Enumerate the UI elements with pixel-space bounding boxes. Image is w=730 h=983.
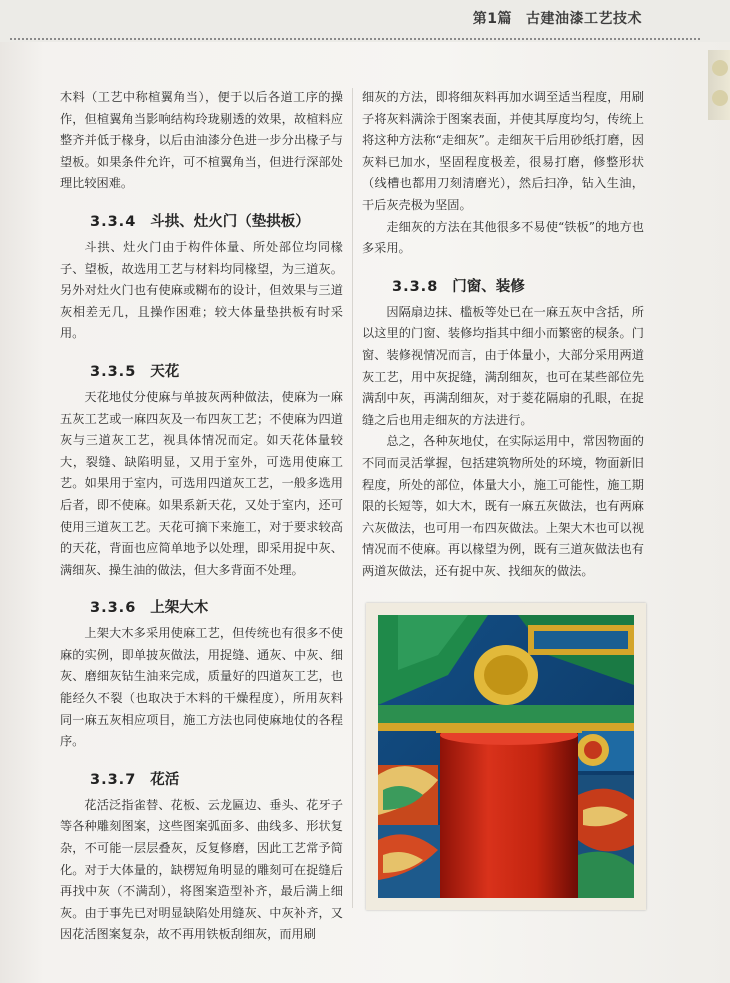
- book-title: 古建油漆工艺技术: [526, 11, 642, 27]
- section-number: 3.3.4: [90, 213, 137, 230]
- left-column: [60, 87, 343, 946]
- photo-illustration: [378, 615, 634, 898]
- section-number: 3.3.8: [392, 278, 439, 295]
- painted-column-bracket-photo: [378, 615, 634, 898]
- body-paragraph: 总之，各种灰地仗，在实际运用中，常因物面的不同而灵活掌握，包括建筑物所处的环境，物面新旧程度，所处的部位，体量大小，施工可能性，施工期限的长短等，如大木，既有一麻五灰做法，也有两麻六灰做法，也可用一布四灰做法。上架大木也可以视情况而不使麻。再以椽望为例，既有三道灰做法也有两道灰做法，还有捉中灰、找细灰的做法。: [362, 434, 644, 578]
- section-heading: [60, 211, 343, 233]
- section-number: 3.3.7: [90, 771, 137, 788]
- column-divider: [352, 88, 353, 908]
- section-number: 3.3.5: [90, 363, 137, 380]
- body-paragraph: 斗拱、灶火门由于构件体量、所处部位均同椽子、望板，故选用工艺与材料均同椽望，为三道灰。另外对灶火门也有使麻或糊布的设计，但效果与三道灰相差无几，且操作困难；较大体量垫拱板有时采用。: [60, 239, 343, 341]
- running-header: [473, 8, 642, 28]
- page-edge-tab: [708, 50, 730, 120]
- right-column: [362, 87, 644, 582]
- section-heading: [362, 276, 644, 298]
- section-title: 门窗、装修: [452, 278, 525, 295]
- photo-frame: [366, 603, 646, 910]
- section-heading: [60, 597, 343, 619]
- body-paragraph: 天花地仗分使麻与单披灰两种做法，使麻为一麻五灰工艺或一麻四灰及一布四灰工艺；不使麻为四道灰与三道灰工艺，视具体情况而定。如天花体量较大，裂缝、缺陷明显，又用于室外，可选用使麻工艺。如果用于室内，可选用四道灰工艺，一般多选用后者，即不使麻。如果系新天花，又处于室内，还可使用三道灰工艺。天花可摘下来施工，对于要求较高的天花，背面也应简单地予以处理，即采用捉中灰、满细灰、操生油的做法，但大多背面不处理。: [60, 389, 343, 577]
- page-header: [0, 0, 730, 42]
- body-paragraph: 花活泛指雀替、花板、云龙匾边、垂头、花牙子等各种雕刻图案，这些图案弧面多、曲线多、形状复杂，不可能一层层叠灰，反复修磨，因此工艺常予简化。对于大体量的，缺楞短角明显的雕刻可在捉缝后再找中灰（不满刮），将图案造型补齐，最后满上细灰。由于事先已对明显缺陷处用缝灰、中灰补齐，又因花活图案复杂，故不再用铁板刮细灰，而用刷: [60, 797, 343, 942]
- section-number: 3.3.6: [90, 600, 137, 617]
- section-heading: [60, 361, 343, 383]
- part-label: 第1篇: [472, 11, 512, 27]
- body-paragraph: 细灰的方法，即将细灰料再加水调至适当程度，用刷子将灰料满涂于图案表面，并使其厚度均匀，传统上将这种方法称“走细灰”。走细灰干后用砂纸打磨，因灰料已加水，坚固程度极差，很易打磨，修整形状（线槽也都用刀刻清磨光），然后扫净，钻入生油，干后灰壳极为坚固。: [362, 90, 644, 212]
- section-heading: [60, 769, 343, 791]
- body-paragraph: 上架大木多采用使麻工艺，但传统也有很多不使麻的实例，即单披灰做法，用捉缝、通灰、中灰、细灰、磨细灰钻生油来完成，质量好的四道灰工艺，也能经久不裂（也取决于木料的干燥程度），所用灰料同一麻五灰相应项目，施工方法也同使麻地仗的各程序。: [60, 626, 343, 749]
- section-title: 斗拱、灶火门（垫拱板）: [150, 213, 310, 230]
- header-dotted-rule: [10, 38, 700, 40]
- body-paragraph: 因隔扇边抹、槛板等处已在一麻五灰中含括，所以这里的门窗、装修均指其中细小而繁密的棂条。门窗、装修视情况而言，由于体量小，大部分采用两道灰工艺，用中灰捉缝，满刮细灰，也可在某些部位先满刮中灰，再满刮细灰，对于菱花隔扇的孔眼，在捉缝之后也用走细灰的方法进行。: [362, 304, 644, 427]
- section-title: 天花: [150, 363, 180, 380]
- section-title: 上架大木: [150, 600, 209, 617]
- section-title: 花活: [150, 771, 180, 788]
- body-paragraph: 走细灰的方法在其他很多不易使“铁板”的地方也多采用。: [362, 219, 644, 256]
- body-paragraph: 木料（工艺中称楦翼角当），便于以后各道工序的操作，但楦翼角当影响结构玲珑剔透的效果，故楦料应整齐并低于椽身，以后由油漆分色进一步分出椽子与望板。如果条件允许，可不楦翼角当，但进行深部处理比较困难。: [60, 90, 343, 191]
